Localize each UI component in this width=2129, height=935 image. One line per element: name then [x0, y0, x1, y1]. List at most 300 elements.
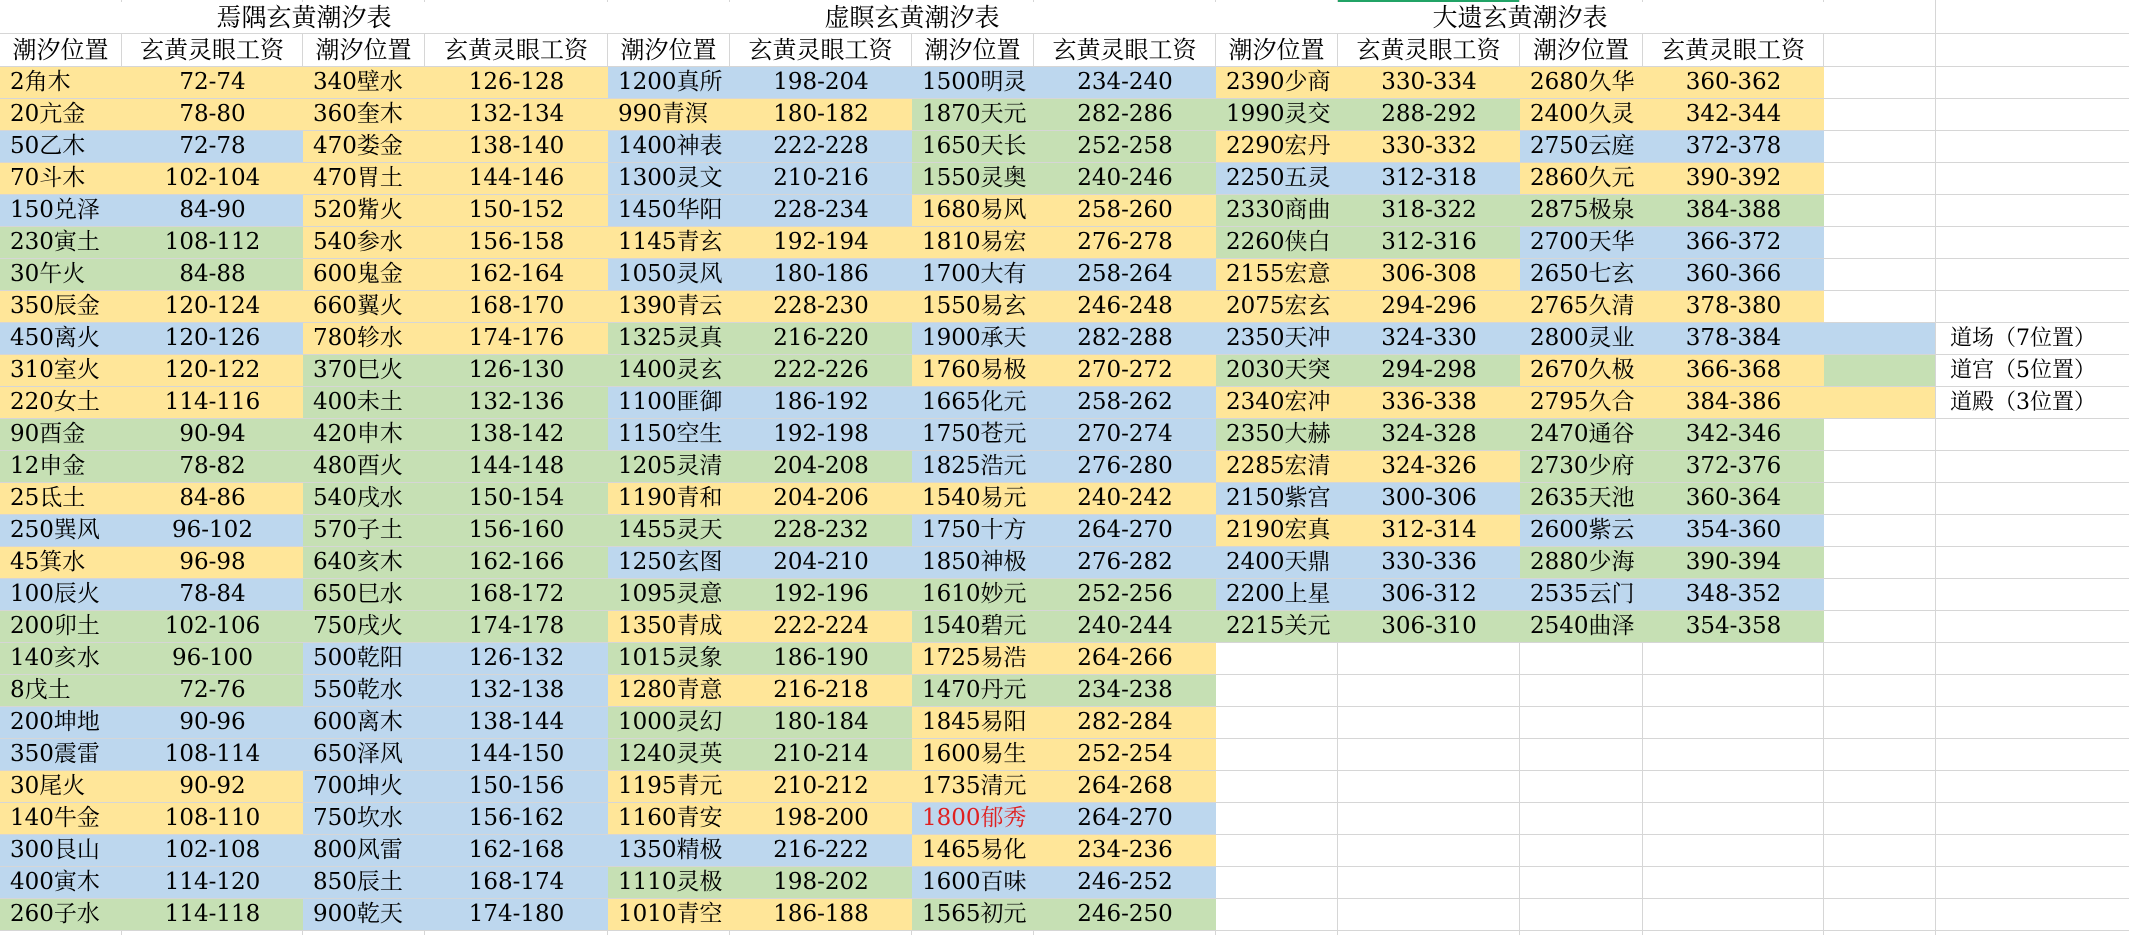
table-cell-wage[interactable]: 162-168	[425, 835, 608, 866]
table-cell-wage[interactable]: 342-344	[1643, 99, 1824, 130]
table-cell-position[interactable]: 2795久合	[1520, 387, 1643, 418]
table-cell-wage[interactable]: 294-298	[1338, 355, 1520, 386]
table-cell-position[interactable]: 200卯土	[0, 611, 122, 642]
table-cell-position[interactable]: 1400灵玄	[608, 355, 730, 386]
table-cell-wage[interactable]: 96-102	[122, 515, 303, 546]
table-cell-wage[interactable]: 180-184	[730, 707, 912, 738]
table-cell-position[interactable]: 90酉金	[0, 419, 122, 450]
table-cell-position[interactable]: 700坤火	[303, 771, 425, 802]
table-cell-wage[interactable]: 282-288	[1034, 323, 1216, 354]
table-cell-position[interactable]: 1500明灵	[912, 67, 1034, 98]
table-cell-position[interactable]: 800风雷	[303, 835, 425, 866]
table-cell-wage[interactable]: 300-306	[1338, 483, 1520, 514]
table-cell-wage[interactable]: 228-230	[730, 291, 912, 322]
table-cell-position[interactable]: 500乾阳	[303, 643, 425, 674]
table-cell-wage[interactable]: 198-202	[730, 867, 912, 898]
table-cell-position[interactable]: 140牛金	[0, 803, 122, 834]
table-cell-position[interactable]: 260子水	[0, 899, 122, 930]
table-cell-position[interactable]: 350震雷	[0, 739, 122, 770]
table-cell-position[interactable]: 200坤地	[0, 707, 122, 738]
column-header: 玄黄灵眼工资	[1052, 36, 1197, 64]
table-cell-position[interactable]: 1650天长	[912, 131, 1034, 162]
table-cell-wage[interactable]: 204-206	[730, 483, 912, 514]
table-cell-wage[interactable]: 180-186	[730, 259, 912, 290]
table-cell-wage[interactable]: 306-308	[1338, 259, 1520, 290]
table-cell-position[interactable]: 340壁水	[303, 67, 425, 98]
table-title: 虚瞑玄黄潮汐表	[608, 2, 1216, 33]
table-cell-wage[interactable]: 372-378	[1643, 131, 1824, 162]
table-cell-position[interactable]: 1010青空	[608, 899, 730, 930]
table-cell-wage[interactable]: 384-386	[1643, 387, 1824, 418]
table-cell-wage[interactable]: 324-330	[1338, 323, 1520, 354]
table-cell-wage[interactable]: 114-118	[122, 899, 303, 930]
table-cell-wage[interactable]: 216-218	[730, 675, 912, 706]
table-cell-position[interactable]: 1800郁秀	[912, 803, 1034, 834]
table-cell-position[interactable]: 370巳火	[303, 355, 425, 386]
table-cell-wage[interactable]: 330-336	[1338, 547, 1520, 578]
column-header: 玄黄灵眼工资	[748, 36, 893, 64]
table-cell-position[interactable]: 2880少海	[1520, 547, 1643, 578]
table-cell-wage[interactable]: 120-124	[122, 291, 303, 322]
table-cell-wage[interactable]: 210-212	[730, 771, 912, 802]
table-cell-position[interactable]: 2155宏意	[1216, 259, 1338, 290]
table-cell-wage[interactable]: 234-236	[1034, 835, 1216, 866]
table-cell-wage[interactable]: 264-270	[1034, 515, 1216, 546]
table-cell-wage[interactable]: 84-90	[122, 195, 303, 226]
table-cell-wage[interactable]: 102-108	[122, 835, 303, 866]
table-cell-position[interactable]: 650巳水	[303, 579, 425, 610]
table-cell-wage[interactable]: 222-224	[730, 611, 912, 642]
table-cell-position[interactable]: 1350青成	[608, 611, 730, 642]
table-cell-wage[interactable]: 126-128	[425, 67, 608, 98]
table-cell-position[interactable]: 2150紫宫	[1216, 483, 1338, 514]
table-cell-position[interactable]: 600鬼金	[303, 259, 425, 290]
table-cell-position[interactable]: 140亥水	[0, 643, 122, 674]
table-cell-wage[interactable]: 150-154	[425, 483, 608, 514]
table-cell-wage[interactable]: 318-322	[1338, 195, 1520, 226]
table-cell-position[interactable]: 2075宏玄	[1216, 291, 1338, 322]
table-cell-position[interactable]: 1110灵极	[608, 867, 730, 898]
column-header: 玄黄灵眼工资	[1356, 36, 1501, 64]
table-cell-wage[interactable]: 240-246	[1034, 163, 1216, 194]
table-cell-position[interactable]: 25氐土	[0, 483, 122, 514]
legend-label: 道场（7位置）	[1950, 326, 2096, 351]
table-cell-wage[interactable]: 264-270	[1034, 803, 1216, 834]
table-cell-wage[interactable]: 96-98	[122, 547, 303, 578]
table-cell-position[interactable]: 1600百味	[912, 867, 1034, 898]
table-cell-wage[interactable]: 324-328	[1338, 419, 1520, 450]
table-cell-position[interactable]: 1680易风	[912, 195, 1034, 226]
table-cell-wage[interactable]: 222-226	[730, 355, 912, 386]
table-cell-position[interactable]: 1550灵奥	[912, 163, 1034, 194]
grid-col-line	[1935, 0, 1936, 935]
table-cell-position[interactable]: 45箕水	[0, 547, 122, 578]
table-cell-wage[interactable]: 96-100	[122, 643, 303, 674]
table-cell-wage[interactable]: 360-362	[1643, 67, 1824, 98]
table-cell-wage[interactable]: 306-312	[1338, 579, 1520, 610]
table-cell-wage[interactable]: 102-104	[122, 163, 303, 194]
table-cell-wage[interactable]: 156-160	[425, 515, 608, 546]
table-cell-wage[interactable]: 108-112	[122, 227, 303, 258]
table-cell-wage[interactable]: 276-280	[1034, 451, 1216, 482]
table-cell-wage[interactable]: 78-84	[122, 579, 303, 610]
table-cell-position[interactable]: 1160青安	[608, 803, 730, 834]
column-header: 潮汐位置	[12, 36, 109, 64]
table-cell-wage[interactable]: 210-216	[730, 163, 912, 194]
table-cell-wage[interactable]: 102-106	[122, 611, 303, 642]
column-header: 玄黄灵眼工资	[444, 36, 588, 64]
table-cell-position[interactable]: 2860久元	[1520, 163, 1643, 194]
table-cell-position[interactable]: 360奎木	[303, 99, 425, 130]
table-cell-wage[interactable]: 312-316	[1338, 227, 1520, 258]
table-cell-wage[interactable]: 234-240	[1034, 67, 1216, 98]
table-cell-position[interactable]: 12申金	[0, 451, 122, 482]
table-cell-wage[interactable]: 72-78	[122, 131, 303, 162]
table-cell-wage[interactable]: 282-284	[1034, 707, 1216, 738]
table-cell-wage[interactable]: 90-92	[122, 771, 303, 802]
table-cell-wage[interactable]: 162-164	[425, 259, 608, 290]
table-cell-wage[interactable]: 240-244	[1034, 611, 1216, 642]
table-cell-position[interactable]: 1350精极	[608, 835, 730, 866]
table-cell-position[interactable]: 1665化元	[912, 387, 1034, 418]
table-cell-wage[interactable]: 192-196	[730, 579, 912, 610]
table-cell-wage[interactable]: 348-352	[1643, 579, 1824, 610]
table-cell-wage[interactable]: 264-266	[1034, 643, 1216, 674]
table-cell-wage[interactable]: 264-268	[1034, 771, 1216, 802]
table-cell-wage[interactable]: 312-318	[1338, 163, 1520, 194]
table-cell-position[interactable]: 2390少商	[1216, 67, 1338, 98]
table-cell-wage[interactable]: 360-364	[1643, 483, 1824, 514]
table-cell-position[interactable]: 1200真所	[608, 67, 730, 98]
table-cell-position[interactable]: 570子土	[303, 515, 425, 546]
table-cell-position[interactable]: 2350天冲	[1216, 323, 1338, 354]
table-cell-position[interactable]: 1280青意	[608, 675, 730, 706]
table-cell-wage[interactable]: 390-392	[1643, 163, 1824, 194]
table-cell-position[interactable]: 1205灵清	[608, 451, 730, 482]
table-cell-wage[interactable]: 132-134	[425, 99, 608, 130]
table-cell-position[interactable]: 1565初元	[912, 899, 1034, 930]
table-cell-position[interactable]: 2030天突	[1216, 355, 1338, 386]
table-cell-wage[interactable]: 168-170	[425, 291, 608, 322]
table-cell-wage[interactable]: 180-182	[730, 99, 912, 130]
table-cell-position[interactable]: 650泽风	[303, 739, 425, 770]
table-cell-wage[interactable]: 114-120	[122, 867, 303, 898]
table-cell-wage[interactable]: 366-368	[1643, 355, 1824, 386]
table-cell-wage[interactable]: 192-194	[730, 227, 912, 258]
table-cell-wage[interactable]: 90-96	[122, 707, 303, 738]
table-cell-position[interactable]: 100辰火	[0, 579, 122, 610]
table-cell-wage[interactable]: 384-388	[1643, 195, 1824, 226]
table-cell-wage[interactable]: 84-88	[122, 259, 303, 290]
table-cell-wage[interactable]: 126-132	[425, 643, 608, 674]
table-cell-position[interactable]: 20亢金	[0, 99, 122, 130]
table-cell-wage[interactable]: 120-126	[122, 323, 303, 354]
table-cell-wage[interactable]: 138-140	[425, 131, 608, 162]
table-cell-position[interactable]: 1470丹元	[912, 675, 1034, 706]
table-cell-position[interactable]: 2875极泉	[1520, 195, 1643, 226]
table-cell-position[interactable]: 2540曲泽	[1520, 611, 1643, 642]
table-cell-wage[interactable]: 132-136	[425, 387, 608, 418]
table-cell-wage[interactable]: 198-204	[730, 67, 912, 98]
table-cell-wage[interactable]: 360-366	[1643, 259, 1824, 290]
table-cell-wage[interactable]: 150-156	[425, 771, 608, 802]
table-cell-wage[interactable]: 108-114	[122, 739, 303, 770]
table-cell-position[interactable]: 2250五灵	[1216, 163, 1338, 194]
table-cell-position[interactable]: 1610妙元	[912, 579, 1034, 610]
column-header: 潮汐位置	[1533, 36, 1629, 64]
table-cell-wage[interactable]: 210-214	[730, 739, 912, 770]
table-cell-wage[interactable]: 138-144	[425, 707, 608, 738]
table-cell-position[interactable]: 990青溟	[608, 99, 730, 130]
table-cell-wage[interactable]: 354-358	[1643, 611, 1824, 642]
table-cell-position[interactable]: 250巽风	[0, 515, 122, 546]
table-cell-position[interactable]: 1750十方	[912, 515, 1034, 546]
table-cell-position[interactable]: 1725易浩	[912, 643, 1034, 674]
table-cell-position[interactable]: 300艮山	[0, 835, 122, 866]
table-cell-position[interactable]: 220女土	[0, 387, 122, 418]
table-cell-position[interactable]: 1015灵象	[608, 643, 730, 674]
table-cell-position[interactable]: 540参水	[303, 227, 425, 258]
table-title: 大遗玄黄潮汐表	[1216, 2, 1824, 33]
table-cell-position[interactable]: 1240灵英	[608, 739, 730, 770]
table-cell-position[interactable]: 660翼火	[303, 291, 425, 322]
table-cell-position[interactable]: 420申木	[303, 419, 425, 450]
table-cell-position[interactable]: 2800灵业	[1520, 323, 1643, 354]
table-cell-wage[interactable]: 174-176	[425, 323, 608, 354]
table-cell-position[interactable]: 2400久灵	[1520, 99, 1643, 130]
table-cell-wage[interactable]: 306-310	[1338, 611, 1520, 642]
table-cell-wage[interactable]: 372-376	[1643, 451, 1824, 482]
table-cell-position[interactable]: 1100匪御	[608, 387, 730, 418]
table-cell-wage[interactable]: 162-166	[425, 547, 608, 578]
table-cell-position[interactable]: 1000灵幻	[608, 707, 730, 738]
table-cell-position[interactable]: 1760易极	[912, 355, 1034, 386]
table-cell-position[interactable]: 1870天元	[912, 99, 1034, 130]
table-cell-position[interactable]: 1145青玄	[608, 227, 730, 258]
table-cell-position[interactable]: 2730少府	[1520, 451, 1643, 482]
table-cell-position[interactable]: 230寅土	[0, 227, 122, 258]
table-cell-wage[interactable]: 378-384	[1643, 323, 1824, 354]
table-cell-wage[interactable]: 168-174	[425, 867, 608, 898]
table-cell-position[interactable]: 1850神极	[912, 547, 1034, 578]
table-cell-position[interactable]: 540戌水	[303, 483, 425, 514]
table-cell-position[interactable]: 780轸水	[303, 323, 425, 354]
table-cell-wage[interactable]: 270-274	[1034, 419, 1216, 450]
table-cell-position[interactable]: 1540易元	[912, 483, 1034, 514]
table-cell-wage[interactable]: 114-116	[122, 387, 303, 418]
table-cell-wage[interactable]: 270-272	[1034, 355, 1216, 386]
table-cell-position[interactable]: 1195青元	[608, 771, 730, 802]
table-cell-wage[interactable]: 252-254	[1034, 739, 1216, 770]
table-cell-wage[interactable]: 246-250	[1034, 899, 1216, 930]
table-cell-position[interactable]: 1450华阳	[608, 195, 730, 226]
table-cell-position[interactable]: 2350大赫	[1216, 419, 1338, 450]
table-cell-wage[interactable]: 252-256	[1034, 579, 1216, 610]
table-cell-wage[interactable]: 174-178	[425, 611, 608, 642]
table-cell-position[interactable]: 1150空生	[608, 419, 730, 450]
table-cell-wage[interactable]: 240-242	[1034, 483, 1216, 514]
table-cell-wage[interactable]: 354-360	[1643, 515, 1824, 546]
table-cell-position[interactable]: 1990灵交	[1216, 99, 1338, 130]
table-cell-position[interactable]: 1300灵文	[608, 163, 730, 194]
table-cell-position[interactable]: 470娄金	[303, 131, 425, 162]
table-cell-position[interactable]: 2765久清	[1520, 291, 1643, 322]
table-cell-position[interactable]: 2290宏丹	[1216, 131, 1338, 162]
table-cell-position[interactable]: 900乾天	[303, 899, 425, 930]
table-cell-position[interactable]: 1900承天	[912, 323, 1034, 354]
table-cell-position[interactable]: 2650七玄	[1520, 259, 1643, 290]
table-cell-wage[interactable]: 330-332	[1338, 131, 1520, 162]
table-cell-position[interactable]: 2750云庭	[1520, 131, 1643, 162]
table-cell-position[interactable]: 750坎水	[303, 803, 425, 834]
table-cell-wage[interactable]: 120-122	[122, 355, 303, 386]
table-cell-wage[interactable]: 168-172	[425, 579, 608, 610]
table-cell-wage[interactable]: 192-198	[730, 419, 912, 450]
table-cell-position[interactable]: 1825浩元	[912, 451, 1034, 482]
table-cell-position[interactable]: 1845易阳	[912, 707, 1034, 738]
table-cell-wage[interactable]: 72-74	[122, 67, 303, 98]
table-cell-wage[interactable]: 144-150	[425, 739, 608, 770]
table-cell-position[interactable]: 750戌火	[303, 611, 425, 642]
table-cell-position[interactable]: 2400天鼎	[1216, 547, 1338, 578]
table-cell-wage[interactable]: 324-326	[1338, 451, 1520, 482]
table-cell-position[interactable]: 2260侠白	[1216, 227, 1338, 258]
table-cell-wage[interactable]: 150-152	[425, 195, 608, 226]
table-cell-wage[interactable]: 288-292	[1338, 99, 1520, 130]
table-cell-position[interactable]: 2215关元	[1216, 611, 1338, 642]
table-cell-position[interactable]: 1400神表	[608, 131, 730, 162]
table-cell-wage[interactable]: 78-80	[122, 99, 303, 130]
table-cell-position[interactable]: 600离木	[303, 707, 425, 738]
table-cell-position[interactable]: 2635天池	[1520, 483, 1643, 514]
table-cell-position[interactable]: 30尾火	[0, 771, 122, 802]
table-cell-wage[interactable]: 186-188	[730, 899, 912, 930]
table-cell-wage[interactable]: 336-338	[1338, 387, 1520, 418]
table-cell-wage[interactable]: 366-372	[1643, 227, 1824, 258]
table-cell-wage[interactable]: 294-296	[1338, 291, 1520, 322]
table-cell-position[interactable]: 1390青云	[608, 291, 730, 322]
table-cell-wage[interactable]: 222-228	[730, 131, 912, 162]
table-cell-position[interactable]: 70斗木	[0, 163, 122, 194]
table-cell-position[interactable]: 520觜火	[303, 195, 425, 226]
table-cell-position[interactable]: 350辰金	[0, 291, 122, 322]
table-cell-wage[interactable]: 126-130	[425, 355, 608, 386]
table-cell-wage[interactable]: 258-264	[1034, 259, 1216, 290]
table-cell-position[interactable]: 470胃土	[303, 163, 425, 194]
table-cell-wage[interactable]: 246-248	[1034, 291, 1216, 322]
table-cell-wage[interactable]: 258-260	[1034, 195, 1216, 226]
table-cell-wage[interactable]: 156-162	[425, 803, 608, 834]
table-cell-position[interactable]: 640亥木	[303, 547, 425, 578]
table-cell-position[interactable]: 1095灵意	[608, 579, 730, 610]
table-cell-position[interactable]: 1455灵天	[608, 515, 730, 546]
table-cell-wage[interactable]: 246-252	[1034, 867, 1216, 898]
table-cell-position[interactable]: 1700大有	[912, 259, 1034, 290]
table-cell-wage[interactable]: 276-282	[1034, 547, 1216, 578]
table-cell-position[interactable]: 1250玄图	[608, 547, 730, 578]
table-cell-wage[interactable]: 144-148	[425, 451, 608, 482]
table-cell-position[interactable]: 1735清元	[912, 771, 1034, 802]
table-cell-position[interactable]: 1325灵真	[608, 323, 730, 354]
table-cell-wage[interactable]: 204-208	[730, 451, 912, 482]
table-cell-wage[interactable]: 204-210	[730, 547, 912, 578]
table-cell-position[interactable]: 2340宏冲	[1216, 387, 1338, 418]
table-cell-wage[interactable]: 258-262	[1034, 387, 1216, 418]
table-cell-wage[interactable]: 186-190	[730, 643, 912, 674]
table-cell-position[interactable]: 480酉火	[303, 451, 425, 482]
table-cell-position[interactable]: 2670久极	[1520, 355, 1643, 386]
table-cell-wage[interactable]: 390-394	[1643, 547, 1824, 578]
table-cell-position[interactable]: 2535云门	[1520, 579, 1643, 610]
table-cell-position[interactable]: 1050灵风	[608, 259, 730, 290]
table-cell-position[interactable]: 2角木	[0, 67, 122, 98]
table-cell-wage[interactable]: 216-222	[730, 835, 912, 866]
table-cell-position[interactable]: 2330商曲	[1216, 195, 1338, 226]
table-cell-position[interactable]: 1550易玄	[912, 291, 1034, 322]
table-cell-wage[interactable]: 252-258	[1034, 131, 1216, 162]
table-cell-position[interactable]: 550乾水	[303, 675, 425, 706]
legend-label: 道宫（5位置）	[1950, 358, 2096, 383]
table-cell-wage[interactable]: 84-86	[122, 483, 303, 514]
table-cell-wage[interactable]: 228-234	[730, 195, 912, 226]
table-cell-position[interactable]: 150兑泽	[0, 195, 122, 226]
table-cell-wage[interactable]: 132-138	[425, 675, 608, 706]
table-cell-position[interactable]: 1540碧元	[912, 611, 1034, 642]
table-cell-wage[interactable]: 342-346	[1643, 419, 1824, 450]
table-cell-position[interactable]: 850辰土	[303, 867, 425, 898]
table-cell-position[interactable]: 30午火	[0, 259, 122, 290]
table-cell-position[interactable]: 2600紫云	[1520, 515, 1643, 546]
table-cell-position[interactable]: 2285宏清	[1216, 451, 1338, 482]
legend-swatch	[1824, 387, 1935, 418]
table-cell-position[interactable]: 1190青和	[608, 483, 730, 514]
table-cell-position[interactable]: 1465易化	[912, 835, 1034, 866]
table-cell-wage[interactable]: 144-146	[425, 163, 608, 194]
table-cell-wage[interactable]: 156-158	[425, 227, 608, 258]
table-cell-position[interactable]: 50乙木	[0, 131, 122, 162]
table-cell-position[interactable]: 450离火	[0, 323, 122, 354]
table-cell-wage[interactable]: 234-238	[1034, 675, 1216, 706]
table-cell-position[interactable]: 2190宏真	[1216, 515, 1338, 546]
table-cell-wage[interactable]: 78-82	[122, 451, 303, 482]
table-cell-wage[interactable]: 282-286	[1034, 99, 1216, 130]
table-cell-position[interactable]: 1750苍元	[912, 419, 1034, 450]
table-cell-wage[interactable]: 330-334	[1338, 67, 1520, 98]
table-cell-position[interactable]: 2200上星	[1216, 579, 1338, 610]
table-cell-wage[interactable]: 198-200	[730, 803, 912, 834]
table-cell-position[interactable]: 1600易生	[912, 739, 1034, 770]
table-cell-wage[interactable]: 72-76	[122, 675, 303, 706]
table-cell-position[interactable]: 8戊土	[0, 675, 122, 706]
table-cell-wage[interactable]: 378-380	[1643, 291, 1824, 322]
table-cell-wage[interactable]: 138-142	[425, 419, 608, 450]
table-cell-position[interactable]: 400未土	[303, 387, 425, 418]
table-cell-position[interactable]: 310室火	[0, 355, 122, 386]
table-cell-wage[interactable]: 186-192	[730, 387, 912, 418]
table-cell-wage[interactable]: 216-220	[730, 323, 912, 354]
table-cell-wage[interactable]: 276-278	[1034, 227, 1216, 258]
table-cell-position[interactable]: 2470通谷	[1520, 419, 1643, 450]
table-cell-position[interactable]: 2700天华	[1520, 227, 1643, 258]
table-cell-position[interactable]: 400寅木	[0, 867, 122, 898]
table-cell-position[interactable]: 2680久华	[1520, 67, 1643, 98]
table-cell-wage[interactable]: 312-314	[1338, 515, 1520, 546]
table-cell-wage[interactable]: 228-232	[730, 515, 912, 546]
table-cell-wage[interactable]: 108-110	[122, 803, 303, 834]
table-cell-position[interactable]: 1810易宏	[912, 227, 1034, 258]
table-cell-wage[interactable]: 174-180	[425, 899, 608, 930]
table-cell-wage[interactable]: 90-94	[122, 419, 303, 450]
